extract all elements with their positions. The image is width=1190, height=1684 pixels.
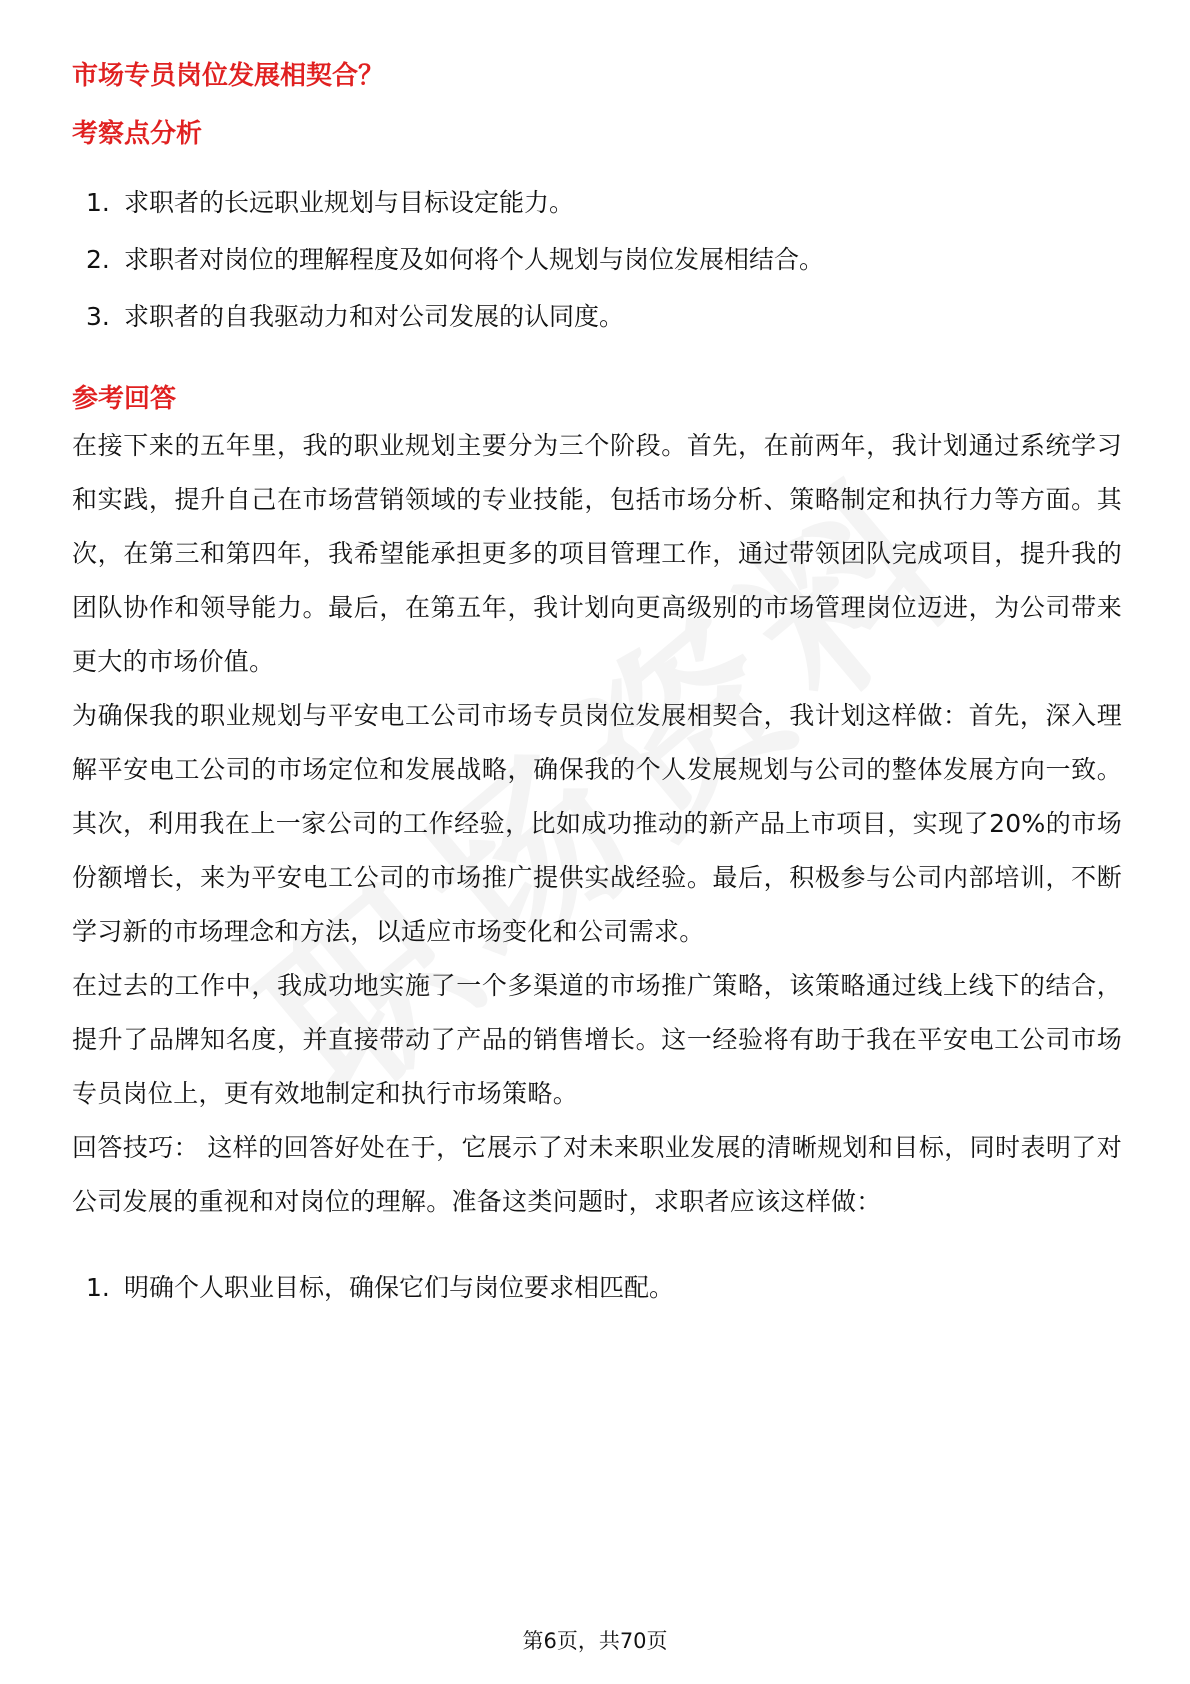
list-item-text: 求职者对岗位的理解程度及如何将个人规划与岗位发展相结合。 [124, 245, 825, 274]
analysis-heading: 考察点分析 [72, 119, 203, 149]
answer-heading: 参考回答 [72, 384, 177, 414]
question-title: 市场专员岗位发展相契合？ [72, 61, 385, 91]
analysis-list [72, 174, 1122, 345]
list-item [72, 174, 1122, 231]
list-item-number: 1. [86, 188, 110, 217]
list-item [72, 288, 1122, 345]
list-item-number: 2. [86, 245, 110, 274]
answer-paragraph-3: 在过去的工作中，我成功地实施了一个多渠道的市场推广策略，该策略通过线上线下的结合，提升了品牌知名度，并直接带动了产品的销售增长。这一经验将有助于我在平安电工公司市场专员岗位上，更有效地制定和执行市场策略。 [72, 971, 1122, 1108]
answer-paragraph-1: 在接下来的五年里，我的职业规划主要分为三个阶段。首先，在前两年，我计划通过系统学习和实践，提升自己在市场营销领域的专业技能，包括市场分析、策略制定和执行力等方面。其次，在第三和第四年，我希望能承担更多的项目管理工作，通过带领团队完成项目，提升我的团队协作和领导能力。最后，在第五年，我计划向更高级别的市场管理岗位迈进，为公司带来更大的市场价值。 [72, 431, 1122, 676]
answer-paragraph-2: 为确保我的职业规划与平安电工公司市场专员岗位发展相契合，我计划这样做：首先，深入理解平安电工公司的市场定位和发展战略，确保我的个人发展规划与公司的整体发展方向一致。其次，利用我在上一家公司的工作经验，比如成功推动的新产品上市项目，实现了20%的市场份额增长，来为平安电工公司的市场推广提供实战经验。最后，积极参与公司内部培训，不断学习新的市场理念和方法，以适应市场变化和公司需求。 [72, 701, 1122, 946]
list-item-number: 3. [86, 302, 110, 331]
list-item-number: 1. [86, 1273, 110, 1302]
tips-paragraph: 回答技巧： 这样的回答好处在于，它展示了对未来职业发展的清晰规划和目标，同时表明了对公司发展的重视和对岗位的理解。准备这类问题时，求职者应该这样做： [72, 1133, 1122, 1216]
tips-list [72, 1259, 1122, 1316]
list-item-text: 求职者的自我驱动力和对公司发展的认同度。 [124, 302, 625, 331]
document-content [72, 52, 1122, 1316]
page-number-footer: 第6页，共70页 [522, 1629, 668, 1653]
list-item-text: 求职者的长远职业规划与目标设定能力。 [124, 188, 575, 217]
list-item [72, 231, 1122, 288]
list-item [72, 1259, 1122, 1316]
list-item-text: 明确个人职业目标，确保它们与岗位要求相匹配。 [124, 1273, 675, 1302]
